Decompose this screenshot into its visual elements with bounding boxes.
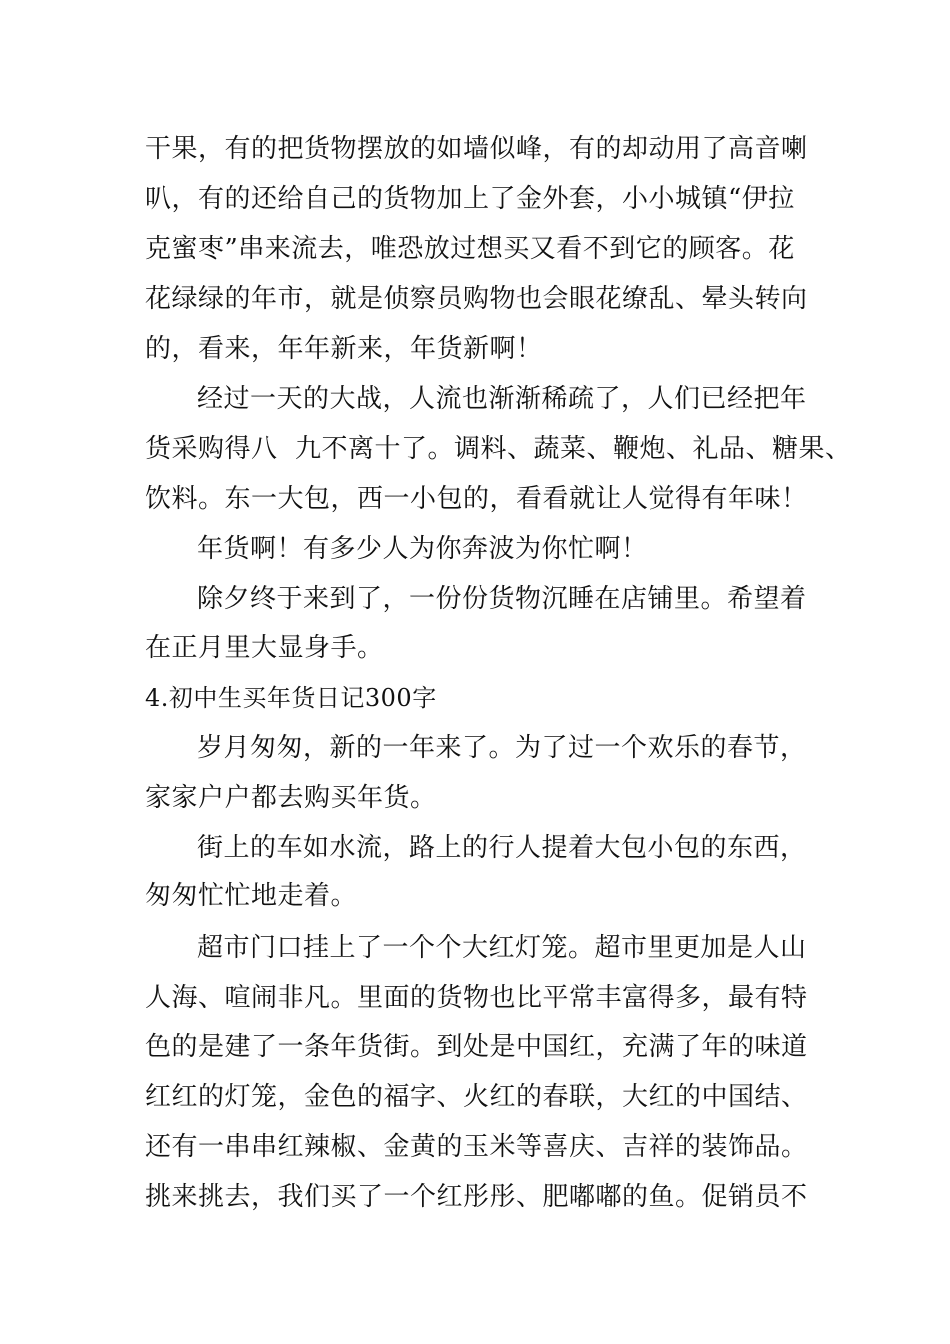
text-line: 人海、喧闹非凡。里面的货物也比平常丰富得多，最有特: [145, 983, 808, 1013]
paragraph-first-line: 除夕终于来到了，一份份货物沉睡在店铺里。希望着: [197, 584, 807, 614]
text-line: 叭，有的还给自己的货物加上了金外套，小小城镇“伊拉: [145, 184, 795, 214]
text-line: 挑来挑去，我们买了一个红彤彤、肥嘟嘟的鱼。促销员不: [145, 1182, 808, 1212]
paragraph-first-line: 岁月匆匆，新的一年来了。为了过一个欢乐的春节，: [197, 733, 807, 763]
text-line: 克蜜枣”串来流去，唯恐放过想买又看不到它的顾客。花: [145, 234, 795, 264]
text-line: 在正月里大显身手。: [145, 633, 384, 663]
section-heading: 4.初中生买年货日记300字: [145, 684, 437, 712]
paragraph-first-line: 年货啊！有多少人为你奔波为你忙啊！: [197, 534, 648, 564]
text-line: 花绿绿的年市，就是侦察员购物也会眼花缭乱、晕头转向: [145, 284, 808, 314]
paragraph-first-line: 超市门口挂上了一个个大红灯笼。超市里更加是人山: [197, 933, 807, 963]
text-line: 的，看来，年年新来，年货新啊！: [145, 334, 543, 364]
paragraph-first-line: 街上的车如水流，路上的行人提着大包小包的东西，: [197, 833, 807, 863]
text-line: 货采购得八 九不离十了。调料、蔬菜、鞭炮、礼品、糖果、: [145, 434, 852, 464]
text-line: 红红的灯笼，金色的福字、火红的春联，大红的中国结、: [145, 1082, 808, 1112]
text-line: 饮料。东一大包，西一小包的，看看就让人觉得有年味！: [145, 484, 808, 514]
paragraph-first-line: 经过一天的大战，人流也渐渐稀疏了，人们已经把年: [197, 384, 807, 414]
text-line: 还有一串串红辣椒、金黄的玉米等喜庆、吉祥的装饰品。: [145, 1132, 808, 1162]
text-line: 干果，有的把货物摆放的如墙似峰，有的却动用了高音喇: [145, 134, 808, 164]
text-line: 家家户户都去购买年货。: [145, 783, 437, 813]
text-line: 匆匆忙忙地走着。: [145, 881, 358, 911]
text-line: 色的是建了一条年货街。到处是中国红，充满了年的味道: [145, 1032, 808, 1062]
